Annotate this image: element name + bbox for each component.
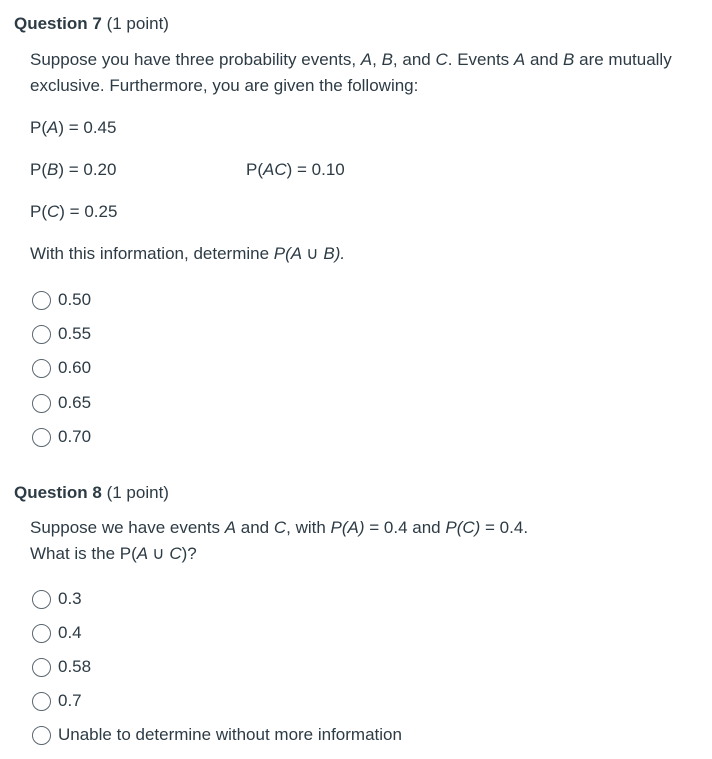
- prob-var: AC: [263, 160, 287, 179]
- prob-var: A: [47, 118, 59, 137]
- q8-option-5[interactable]: [32, 723, 402, 747]
- var-c: C: [435, 50, 448, 69]
- q8-text: = 0.4 and: [364, 518, 446, 537]
- var-a: A: [224, 518, 237, 537]
- radio-icon[interactable]: [32, 658, 51, 677]
- q8-text: What is the P(: [30, 544, 137, 563]
- option-label: 0.7: [58, 691, 82, 710]
- radio-icon[interactable]: [32, 291, 51, 310]
- prob-expr: P(A): [330, 518, 365, 537]
- q8-text: Suppose we have events: [30, 518, 225, 537]
- radio-icon[interactable]: [32, 359, 51, 378]
- q8-text: and: [236, 518, 274, 537]
- option-label: 0.58: [58, 657, 92, 676]
- question-7-ask: [30, 244, 345, 264]
- prob-text: ) = 0.25: [59, 202, 118, 221]
- radio-icon[interactable]: [32, 726, 51, 745]
- q8-option-2[interactable]: [32, 621, 82, 645]
- radio-icon[interactable]: [32, 692, 51, 711]
- option-label: 0.50: [58, 290, 92, 309]
- prob-text: P(: [30, 202, 47, 221]
- option-label: 0.65: [58, 393, 92, 412]
- ask-text: With this information, determine: [30, 244, 274, 263]
- union-expr: A ∪ C: [136, 544, 182, 563]
- intro-text: are mutually exclusive. Furthermore, you are given the following:: [30, 50, 672, 95]
- question-7-title: [14, 14, 169, 34]
- intro-text: and: [525, 50, 564, 69]
- p-b-line: [30, 160, 116, 180]
- q8-option-3[interactable]: [32, 655, 91, 679]
- prob-text: P(: [30, 118, 47, 137]
- question-8-label: Question 8: [14, 483, 102, 502]
- prob-text: P(: [246, 160, 263, 179]
- intro-text: , and: [392, 50, 436, 69]
- option-label: 0.55: [58, 324, 92, 343]
- q7-option-5[interactable]: [32, 425, 91, 449]
- radio-icon[interactable]: [32, 394, 51, 413]
- question-7-intro: [30, 47, 690, 99]
- option-label: 0.70: [58, 427, 92, 446]
- prob-text: P(: [30, 160, 47, 179]
- q8-text: = 0.4.: [480, 518, 529, 537]
- question-8-text: [30, 515, 690, 567]
- prob-var: B: [47, 160, 59, 179]
- q8-option-4[interactable]: [32, 689, 82, 713]
- question-8-title: [14, 483, 169, 503]
- p-ac-line: [246, 160, 345, 180]
- radio-icon[interactable]: [32, 428, 51, 447]
- option-label: 0.3: [58, 589, 82, 608]
- option-label: 0.60: [58, 358, 92, 377]
- prob-text: ) = 0.45: [58, 118, 117, 137]
- var-a: A: [513, 50, 526, 69]
- radio-icon[interactable]: [32, 590, 51, 609]
- intro-text: Suppose you have three probability events,: [30, 50, 361, 69]
- option-label: 0.4: [58, 623, 82, 642]
- p-c-line: [30, 202, 117, 222]
- option-label: Unable to determine without more information: [58, 725, 402, 744]
- question-7-label: Question 7: [14, 14, 102, 33]
- var-a: A: [360, 50, 373, 69]
- q8-option-1[interactable]: [32, 587, 82, 611]
- p-a-line: [30, 118, 116, 138]
- intro-text: . Events: [447, 50, 514, 69]
- var-b: B: [381, 50, 393, 69]
- question-7-points: (1 point): [106, 14, 169, 33]
- radio-icon[interactable]: [32, 624, 51, 643]
- var-b: B: [563, 50, 575, 69]
- prob-var: C: [47, 202, 60, 221]
- q7-option-1[interactable]: [32, 288, 91, 312]
- prob-text: ) = 0.20: [58, 160, 117, 179]
- q8-text: , with: [286, 518, 331, 537]
- var-c: C: [273, 518, 287, 537]
- prob-expr: P(C): [445, 518, 481, 537]
- prob-text: ) = 0.10: [286, 160, 345, 179]
- question-8-points: (1 point): [106, 483, 169, 502]
- q7-option-3[interactable]: [32, 356, 91, 380]
- intro-text: ,: [372, 50, 382, 69]
- q7-option-2[interactable]: [32, 322, 91, 346]
- ask-expression: P(A ∪ B).: [273, 244, 346, 263]
- radio-icon[interactable]: [32, 325, 51, 344]
- q7-option-4[interactable]: [32, 391, 91, 415]
- q8-text: )?: [181, 544, 197, 563]
